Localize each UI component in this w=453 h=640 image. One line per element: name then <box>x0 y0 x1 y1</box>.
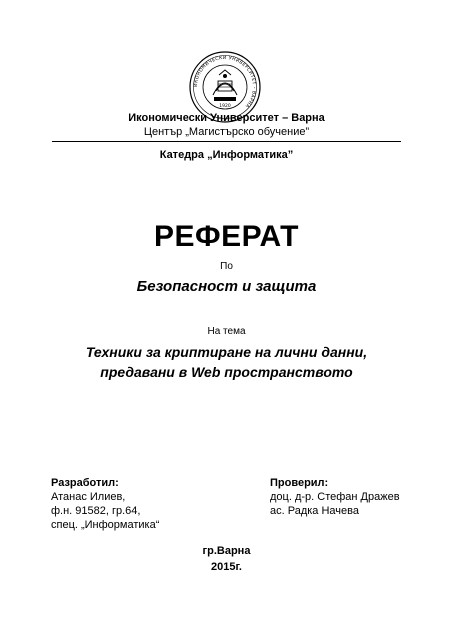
author-label: Разработил: <box>51 477 119 489</box>
svg-text:1920: 1920 <box>219 104 231 109</box>
svg-text:ИКОНОМИЧЕСКИ УНИВЕРСИТЕТ - ВАР: ИКОНОМИЧЕСКИ УНИВЕРСИТЕТ - ВАРНА <box>193 55 257 109</box>
header-divider <box>52 141 401 142</box>
reviewer-name-1: доц. д-р. Стефан Дражев <box>270 491 400 503</box>
city: гр.Варна <box>202 545 251 557</box>
author-block <box>51 476 159 532</box>
department-name: Катедра „Информатика” <box>159 149 294 161</box>
topic-line-1: Техники за криптиране на лични данни, <box>85 344 368 360</box>
reviewer-block <box>270 476 400 518</box>
center-name: Център „Магистърско обучение” <box>143 126 310 138</box>
reviewer-label: Проверил: <box>270 477 329 489</box>
document-title: РЕФЕРАТ <box>153 220 299 253</box>
year: 2015г. <box>210 561 242 573</box>
reviewer-name-2: ас. Радка Начева <box>270 505 359 517</box>
author-faculty-number: ф.н. 91582, гр.64, <box>51 505 141 517</box>
subject-label: По <box>220 261 233 272</box>
subject-name: Безопасност и защита <box>136 278 317 295</box>
university-name: Икономически Университет – Варна <box>128 112 325 124</box>
author-name: Атанас Илиев, <box>51 491 126 503</box>
author-specialty: спец. „Информатика“ <box>51 519 160 531</box>
topic-label: На тема <box>207 326 246 337</box>
topic-line-2: предавани в Web пространството <box>100 364 353 380</box>
